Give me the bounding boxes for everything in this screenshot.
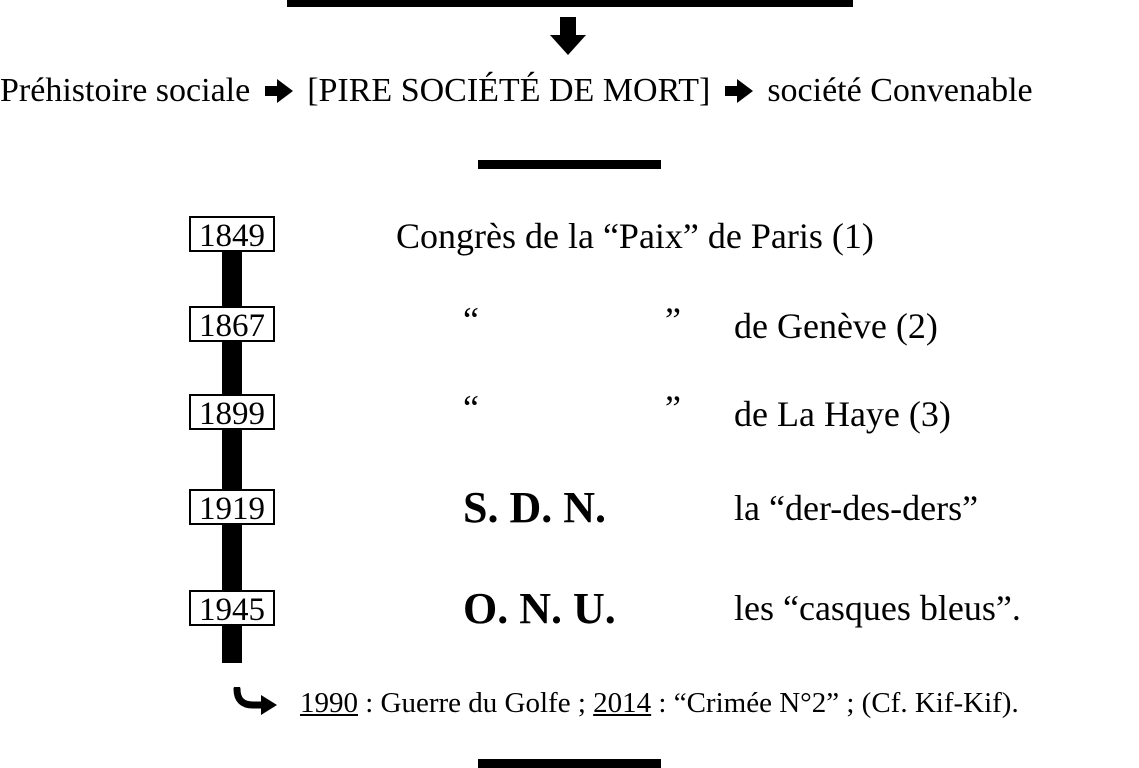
top-divider <box>287 0 853 7</box>
ditto-open-quote: “ <box>463 300 479 340</box>
ditto-open-quote: “ <box>463 388 479 428</box>
event-main: Congrès de la “Paix” de Paris (1) <box>396 216 874 256</box>
footnote-text-2: : “Crimée N°2” ; (Cf. Kif-Kif). <box>651 687 1019 719</box>
ditto-close-quote: ” <box>665 300 681 340</box>
footnote-text-1: : Guerre du Golfe ; <box>358 687 594 719</box>
right-arrow-icon <box>725 79 753 103</box>
flow-left-text: Préhistoire sociale <box>0 72 251 109</box>
event-detail: les “casques bleus”. <box>734 588 1021 628</box>
ditto-close-quote: ” <box>665 388 681 428</box>
year-box: 1919 <box>189 489 275 525</box>
year-box: 1945 <box>189 590 275 626</box>
down-arrow-icon <box>548 17 588 57</box>
middle-divider <box>478 160 661 169</box>
footnote-year-1990: 1990 <box>300 687 358 719</box>
event-detail: de La Haye (3) <box>734 394 951 434</box>
year-box: 1867 <box>189 306 275 342</box>
flow-line <box>0 74 1139 114</box>
event-org: S. D. N. <box>463 483 607 532</box>
bottom-divider <box>478 759 661 768</box>
flow-middle-text: [PIRE SOCIÉTÉ DE MORT] <box>307 72 711 109</box>
event-org: O. N. U. <box>463 584 616 633</box>
year-box: 1849 <box>189 216 275 252</box>
year-box: 1899 <box>189 394 275 430</box>
right-arrow-icon <box>265 79 293 103</box>
flow-right-text: société Convenable <box>767 72 1033 109</box>
footnote <box>300 689 1019 718</box>
event-detail: la “der-des-ders” <box>734 488 979 528</box>
footnote-year-2014: 2014 <box>593 687 652 719</box>
event-detail: de Genève (2) <box>734 306 938 346</box>
hook-arrow-icon <box>233 687 277 717</box>
